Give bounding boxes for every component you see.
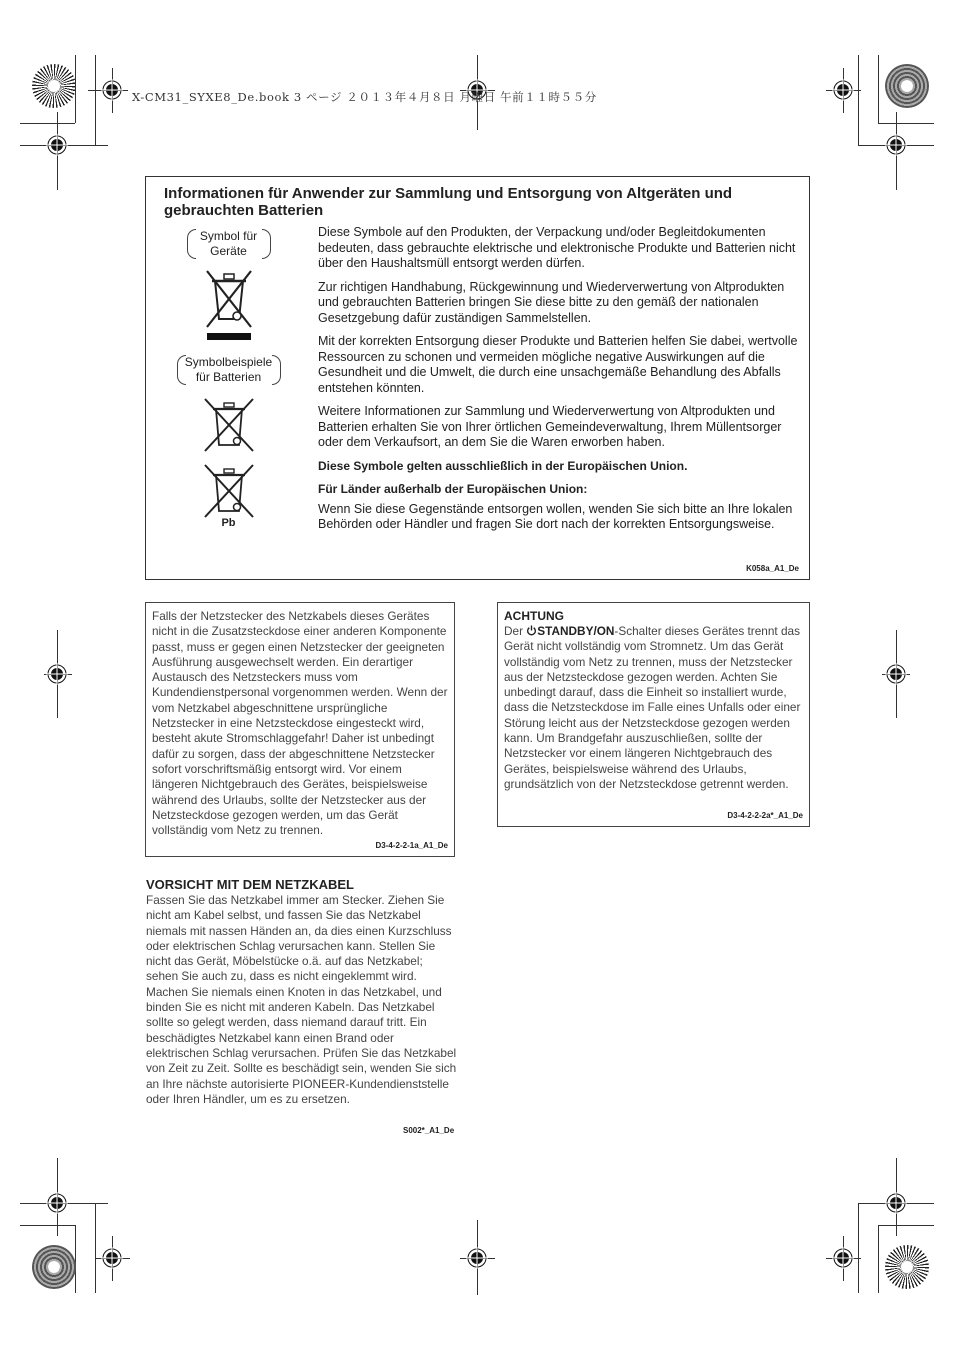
crossed-bin-icon [199,265,259,341]
crop-line [878,1225,879,1293]
crop-line [75,55,76,123]
battery-bin-pb-icon [199,461,259,521]
achtung-text-block [504,624,803,792]
crop-line [858,1203,859,1293]
disposal-eu-only: Diese Symbole gelten ausschließlich in der Europäischen Union. [318,458,688,473]
achtung-prefix: Der [504,624,527,638]
color-target-icon [32,1245,76,1289]
pb-label: Pb [221,517,236,529]
registration-mark-icon [885,663,907,685]
battery-bin-icon [199,395,259,455]
color-target-icon [885,64,929,108]
registration-mark-icon [466,1247,488,1269]
crop-line [75,1225,76,1293]
book-header: X-CM31_SYXE8_De.book 3 ページ ２０１３年４月８日 月曜日 午前１１時５５分 [132,90,597,104]
disposal-title: Informationen für Anwender zur Sammlung und Entsorgung von Altgeräten und gebrauchten Batterien [164,185,733,219]
crop-line [878,1225,934,1226]
registration-mark-icon [832,79,854,101]
disposal-para-3: Mit der korrekten Entsorgung dieser Produkte und Batterien helfen Sie dabei, wertvolle Ressourcen zu schonen und vermeiden mögliche negative Auswirkungen auf die Gesundheit und die Umwelt, die durch eine unsachgemäße Behandlung des Abfalls entstehen könnten. [318,334,798,395]
registration-mark-icon [46,134,68,156]
crop-line [20,123,75,124]
symbol-devices-line2: Geräte [210,244,247,258]
standby-on-label: STANDBY/ON [537,624,615,638]
achtung-title: ACHTUNG [504,609,564,623]
achtung-box [497,602,810,827]
registration-mark-icon [832,1247,854,1269]
registration-mark-icon [101,79,123,101]
crop-line [95,1203,96,1293]
crop-line [878,55,879,123]
plug-notice-code: D3-4-2-2-1a_A1_De [375,841,448,850]
disposal-text [318,225,798,541]
power-cord-text: Fassen Sie das Netzkabel immer am Stecker. Ziehen Sie nicht am Kabel selbst, und fassen Sie das Netzkabel niemals mit nassen Händen an, da dies einen Kurzschluss oder elektrischen Schlag verursachen kann. Stellen Sie nicht das Gerät, Möbelstücke o.ä. auf das Netzkabel; sehen Sie auch zu, dass es nicht eingeklemmt wird. Machen Sie niemals einen Knoten in das Netzkabel, und binden Sie es nicht mit anderen Kabeln. Das Netzkabel sollte so gelegt werden, dass niemand darauf tritt. Ein beschädigtes Netzkabel kann einen Brand oder elektrischen Schlag verursachen. Prüfen Sie das Netzkabel von Zeit zu Zeit. Sollte es beschädigt sein, wenden Sie sich an Ihre nächste autorisierte PIONEER-Kundendienststelle oder Ihren Händler, um es zu ersetzen. [146,893,457,1106]
disposal-para-2: Zur richtigen Handhabung, Rückgewinnung und Wiederverwertung von Altprodukten und gebrauchten Batterien bringen Sie diese bitte zu den gemäß der nationalen Gesetzgebung dafür zuständigen Sammelstellen. [318,279,785,325]
crop-line [20,1225,75,1226]
disposal-para-4: Weitere Informationen zur Sammlung und Wiederverwertung von Altprodukten und Batterien erhalten Sie von Ihrer örtlichen Gemeindeverwaltung, Ihrem Müllentsorger oder dem Verkaufsort, an dem Sie die Waren erworben haben. [318,404,782,449]
registration-mark-icon [46,663,68,685]
symbol-batteries-line1: Symbolbeispiele [184,355,273,369]
color-target-icon [32,64,76,108]
plug-notice-text: Falls der Netzstecker des Netzkabels dieses Gerätes nicht in die Zusatzsteckdose einer anderen Komponente passt, muss er gegen einen Netzstecker der geeigneten Ausführung ausgewechselt werden. Ein derartiger Austausch des Netzsteckers muss vom Kundendienstpersonal vorgenommen werden. Wenn der vom Netzkabel abgeschnittene ursprüngliche Netzstecker in eine Netzsteckdose eingesteckt wird, besteht akute Stromschlaggefahr! Daher ist unbedingt dafür zu sorgen, dass der abgeschnittene Netzstecker sofort vorschriftsmäßig entsorgt wird. Vor einem längeren Nichtgebrauch des Gerätes, beispielsweise während des Urlaubs, sollte der Netzstecker aus der Netzsteckdose gezogen werden, um das Gerät vollständig vom Netz zu trennen. [152,609,448,838]
symbol-column [166,229,291,529]
power-cord-code: S002*_A1_De [403,1126,455,1135]
power-icon [526,625,537,636]
disposal-info-box [145,176,810,580]
symbol-batteries-label [177,355,281,385]
disposal-para-5: Wenn Sie diese Gegenstände entsorgen wollen, wenden Sie sich bitte an Ihre lokalen Behörden oder Händler und fragen Sie dort nach der korrekten Entsorgungsweise. [318,501,793,531]
disposal-non-eu-heading: Für Länder außerhalb der Europäischen Union: [318,482,588,496]
disposal-para-1: Diese Symbole auf den Produkten, der Verpackung und/oder Begleitdokumenten bedeuten, dass gebrauchte elektrische und elektronische Produkte und Batterien nicht über den Haushaltsmüll entsorgt werden dürfen. [318,225,796,270]
achtung-text: -Schalter dieses Gerätes trennt das Gerät nicht vollständig vom Stromnetz. Um das Gerät vollständig vom Netz zu trennen, muss der Netzstecker aus der Netzsteckdose gezogen werden. Achten Sie unbedingt darauf, dass die Einheit so installiert wurde, dass die Netzsteckdose im Falle eines Unfalls oder einer Störung leicht aus der Netzsteckdose gezogen werden kann. Um Brandgefahr auszuschließen, sollte der Netzstecker vor einem längeren Nichtgebrauch des Gerätes, beispielsweise während des Urlaubs, grundsätzlich von der Netzsteckdose getrennt werden. [504,624,801,791]
crop-line [858,55,859,145]
registration-mark-icon [885,134,907,156]
plug-notice-box [145,602,455,857]
achtung-code: D3-4-2-2-2a*_A1_De [727,811,803,820]
symbol-batteries-line2: für Batterien [195,370,262,384]
disposal-code: K058a_A1_De [746,564,799,573]
crop-line [878,123,934,124]
color-target-icon [885,1245,929,1289]
registration-mark-icon [101,1247,123,1269]
registration-mark-icon [885,1192,907,1214]
symbol-devices-line1: Symbol für [199,229,258,243]
symbol-devices-label [187,229,271,259]
registration-mark-icon [46,1192,68,1214]
achtung-content [504,609,803,792]
crop-line [95,55,96,145]
power-cord-title: VORSICHT MIT DEM NETZKABEL [146,877,354,892]
